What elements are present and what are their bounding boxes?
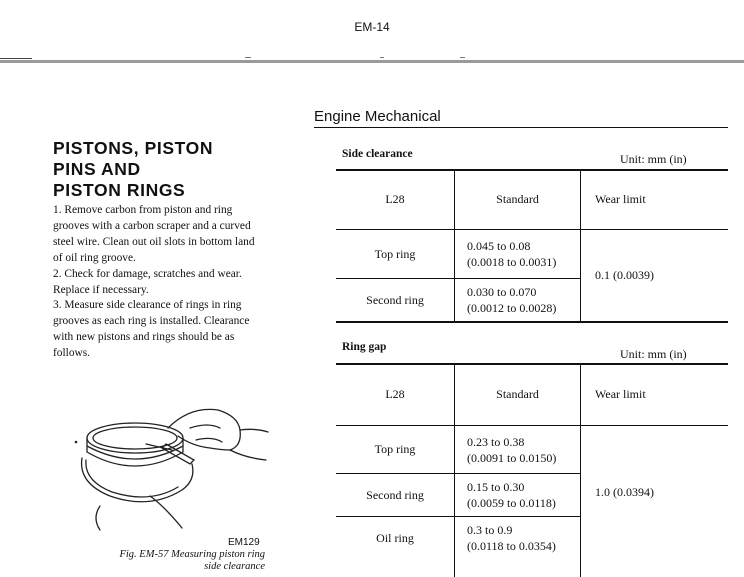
value-cell [455,230,580,278]
paragraph: 1. Remove carbon from piston and ring grooves with a carbon scraper and a curved steel wire. Clean out oil slots in bottom land of oil ring groove. [53,204,255,264]
heading-line: PISTONS, PISTON [53,138,214,158]
table-unit: Unit: mm (in) [620,347,687,361]
value-line: (0.0012 to 0.0028) [467,301,557,315]
value-line: 0.045 to 0.08 [467,239,531,253]
caption-line: side clearance [204,561,265,572]
scan-speck [245,57,251,58]
table-unit: Unit: mm (in) [620,152,687,166]
header-cell: L28 [385,387,405,401]
header-rule [0,60,744,63]
value-line: 0.15 to 0.30 [467,480,525,494]
row-label: Second ring [366,292,424,307]
heading-line: PINS AND [53,159,141,179]
figure-caption [82,549,265,573]
page-number: EM-14 [354,20,390,34]
caption-line: Fig. EM-57 Measuring piston ring [119,549,265,560]
value-cell [455,279,580,321]
paragraph: 3. Measure side clearance of rings in ring grooves as each ring is installed. Clearance with new pistons and rings should be as follows. [53,299,250,360]
value-line: (0.0118 to 0.0354) [467,539,556,553]
wear-limit-value: 1.0 (0.0394) [595,485,654,499]
piston-ring-illustration [70,388,270,543]
header-cell: Wear limit [595,387,646,401]
header-cell: L28 [385,192,405,206]
row-label: Second ring [366,487,424,502]
article-body [53,203,265,362]
paragraph: 2. Check for damage, scratches and wear. Replace if necessary. [53,267,242,296]
value-line: (0.0091 to 0.0150) [467,450,557,465]
article-heading [53,138,213,201]
value-cell [455,426,580,473]
value-cell [455,517,580,559]
row-label: Top ring [374,246,416,261]
table-title: Ring gap [342,341,387,353]
value-line: 0.3 to 0.9 [467,523,513,537]
table-rule [336,321,728,323]
wear-limit-value: 0.1 (0.0039) [595,268,654,282]
value-line: (0.0059 to 0.0118) [467,496,556,510]
heading-line: PISTON RINGS [53,180,186,200]
header-cell: Standard [496,387,539,401]
value-line: 0.030 to 0.070 [467,285,537,299]
section-rule [314,127,728,128]
row-label: Oil ring [376,530,414,545]
scan-speck [460,57,465,58]
section-title: Engine Mechanical [314,108,441,125]
row-label: Top ring [374,442,416,456]
value-cell [455,474,580,516]
scan-speck [380,57,384,58]
header-cell: Standard [496,192,539,206]
header-rule-left [0,58,32,59]
value-line: 0.23 to 0.38 [467,434,525,449]
value-line: (0.0018 to 0.0031) [467,255,557,269]
table-title: Side clearance [342,148,413,160]
figure-code: EM129 [228,537,260,548]
header-cell: Wear limit [595,192,646,206]
